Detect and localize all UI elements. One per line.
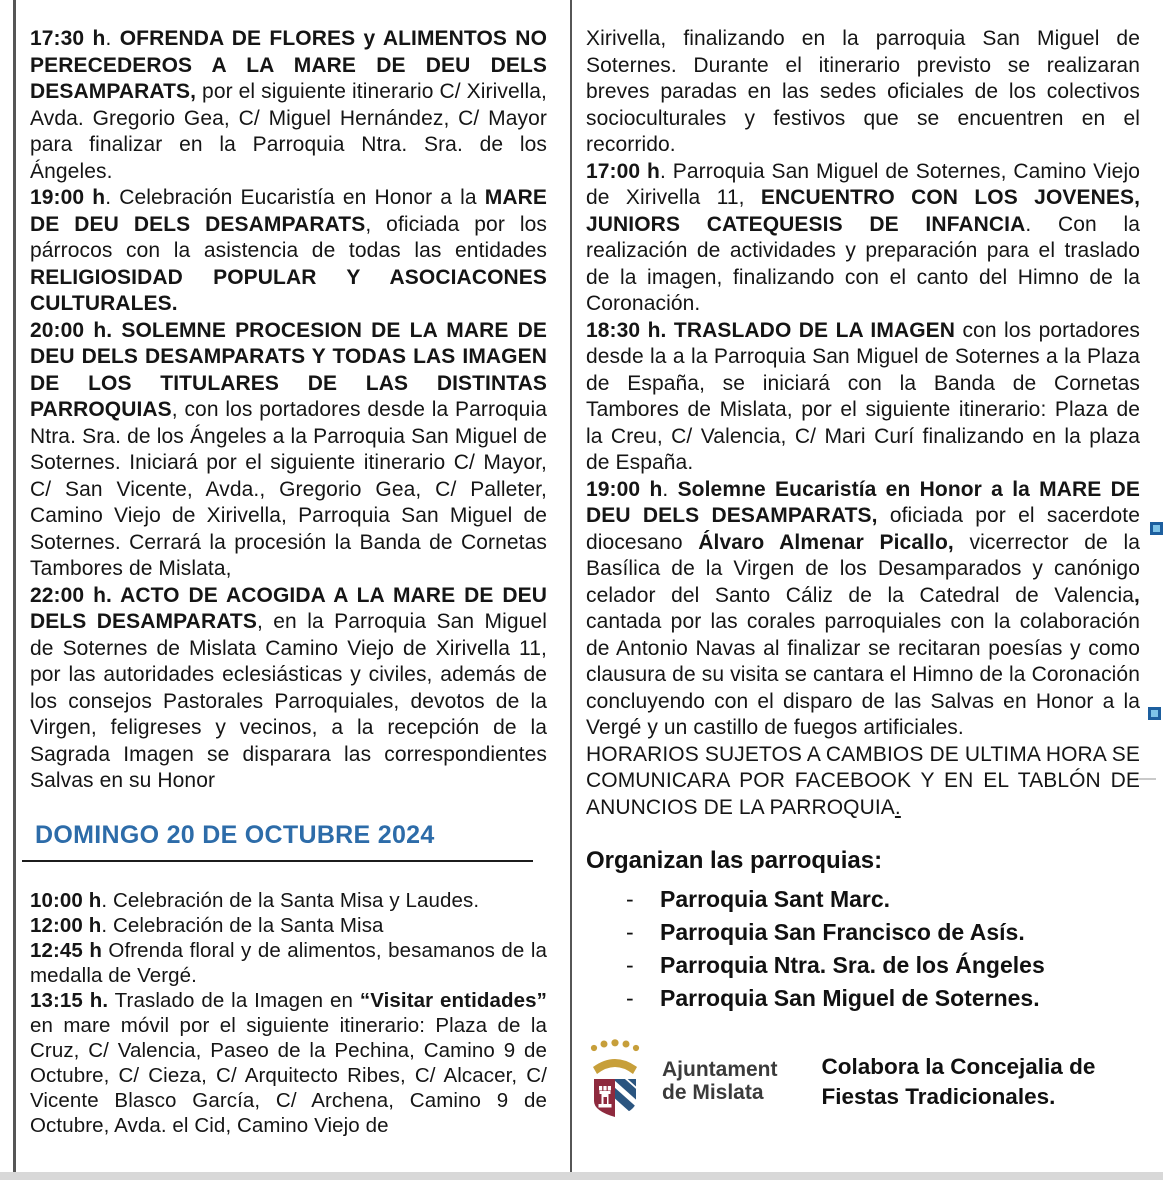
dash-bullet: - [626, 919, 634, 945]
mislata-coat-of-arms-icon [586, 1039, 644, 1124]
event-paragraph: 18:30 h. TRASLADO DE LA IMAGEN con los portadores desde la a la Parroquia San Miguel de Soternes a la Plaza de España, se iniciará con la Banda de Cornetas Tambores de Mislata, por el siguiente itinerario: Plaza de la Creu, C/ Valencia, C/ Mari Curí finalizando en la plaza de España. [586, 318, 1140, 474]
organizer-item [586, 982, 1140, 1015]
page-bottom-edge [0, 1172, 1163, 1180]
logo-line2: de Mislata [662, 1080, 764, 1104]
blue-marker [1150, 522, 1163, 535]
organizer-item [586, 883, 1140, 916]
event-paragraph: 12:00 h. Celebración de la Santa Misa [30, 913, 384, 937]
dash-bullet: - [626, 985, 634, 1011]
organizer-name: Parroquia San Miguel de Soternes. [660, 985, 1040, 1011]
ajuntament-logo-text [662, 1059, 778, 1104]
page-left-border [13, 0, 16, 1172]
colabora-text: Colabora la Concejalia de Fiestas Tradicionales. [821, 1053, 1096, 1109]
event-paragraph: 17:00 h. Parroquia San Miguel de Soternes, Camino Viejo de Xirivella 11, ENCUENTRO CON LOS JOVENES, JUNIORS CATEQUESIS DE INFANCIA. Con la realización de actividades y preparación para el traslado de la imagen, finalizando con el canto del Himno de la Coronación. [586, 159, 1141, 315]
event-paragraph: Xirivella, finalizando en la parroquia San Miguel de Soternes. Durante el itinerario previsto se realizaran breves paradas en las sedes oficiales de los colectivos socioculturales y festivos que se encuentren en el recorrido. [586, 27, 1140, 156]
organizer-name: Parroquia Sant Marc. [660, 886, 891, 912]
schedule-notice: HORARIOS SUJETOS A CAMBIOS DE ULTIMA HORA SE COMUNICARA POR FACEBOOK Y EN EL TABLÓN DE ANUNCIOS DE LA PARROQUIA. [586, 742, 1140, 819]
column-divider [570, 0, 572, 1172]
logo-line1: Ajuntament [662, 1058, 778, 1081]
right-column [586, 26, 1140, 1124]
organizer-item [586, 949, 1140, 982]
organizer-item [586, 916, 1140, 949]
event-paragraph: 19:00 h. Solemne Eucaristía en Honor a la MARE DE DEU DELS DESAMPARATS, oficiada por el sacerdote diocesano Álvaro Almenar Picallo, vicerrector de la Basílica de la Virgen de los Desamparados y canónigo celador del Santo Cáliz de la Catedral de Valencia, cantada por las corales parroquiales con la colaboración de Antonio Navas al finalizar se recitaran poesías y como clausura de su visita se cantara el Himno de la Coronación concluyendo con el disparo de las Salvas en Honor a la Vergé y un castillo de fuegos artificiales. [586, 477, 1141, 739]
left-column [30, 26, 547, 1138]
event-paragraph: 10:00 h. Celebración de la Santa Misa y Laudes. [30, 888, 480, 912]
blue-marker [1148, 707, 1161, 720]
tower-door [604, 1097, 608, 1104]
event-paragraph: 20:00 h. SOLEMNE PROCESION DE LA MARE DE DEU DELS DESAMPARATS Y TODAS LAS IMAGEN DE LOS TITULARES DE LAS DISTINTAS PARROQUIAS, con los portadores desde la Parroquia Ntra. Sra. de los Ángeles a la Parroquia San Miguel de Soternes. Iniciará por el siguiente itinerario C/ Mayor, C/ San Vicente, Avda., Gregorio Gea, C/ Palleter, Camino Viejo de Xirivella, Parroquia San Miguel de Soternes. Cerrará la procesión la Banda de Cornetas Tambores de Mislata, [30, 318, 547, 580]
footer-logo-row [586, 1039, 1140, 1124]
event-paragraph: 12:45 h Ofrenda floral y de alimentos, besamanos de la medalla de Vergé. [30, 938, 547, 987]
event-paragraph: 19:00 h. Celebración Eucaristía en Honor a la MARE DE DEU DELS DESAMPARATS, oficiada por los párrocos con la asistencia de todas las entidades RELIGIOSIDAD POPULAR Y ASOCIACONES CULTURALES. [30, 186, 548, 315]
sunday-events [30, 888, 547, 1138]
organizer-name: Parroquia San Francisco de Asís. [660, 919, 1025, 945]
organizers-section [586, 847, 1140, 1015]
dash-bullet: - [626, 886, 634, 912]
organizer-name: Parroquia Ntra. Sra. de los Ángeles [660, 952, 1045, 978]
organizer-list [586, 883, 1140, 1015]
organizers-title: Organizan las parroquias: [586, 847, 883, 874]
day-heading: DOMINGO 20 DE OCTUBRE 2024 [22, 821, 533, 862]
event-paragraph: 13:15 h. Traslado de la Imagen en “Visitar entidades” en mare móvil por el siguiente itinerario: Plaza de la Cruz, C/ Valencia, Paseo de la Pechina, Camino 9 de Octubre, C/ Cieza, C/ Arquitecto Ribes, C/ Alcacer, C/ Vicente Blasco García, C/ Archena, Camino 9 de Octubre, Avda. el Cid, Camino Viejo de [30, 988, 547, 1137]
event-paragraph: 17:30 h. OFRENDA DE FLORES y ALIMENTOS NO PERECEDEROS A LA MARE DE DEU DELS DESAMPARATS, por el siguiente itinerario C/ Xirivella, Avda. Gregorio Gea, C/ Miguel Hernández, C/ Mayor para finalizar en la Parroquia Ntra. Sra. de los Ángeles. [30, 27, 548, 183]
dash-bullet: - [626, 952, 634, 978]
event-paragraph: 22:00 h. ACTO DE ACOGIDA A LA MARE DE DEU DELS DESAMPARATS, en la Parroquia San Miguel de Soternes de Mislata Camino Viejo de Xirivella 11, por las autoridades eclesiásticas y civiles, además de los consejos Pastorales Parroquiales, devotos de la Virgen, feligreses y vecinos, a la recepción de la Sagrada Imagen se disparara las correspondientes Salvas en su Honor [30, 583, 547, 792]
